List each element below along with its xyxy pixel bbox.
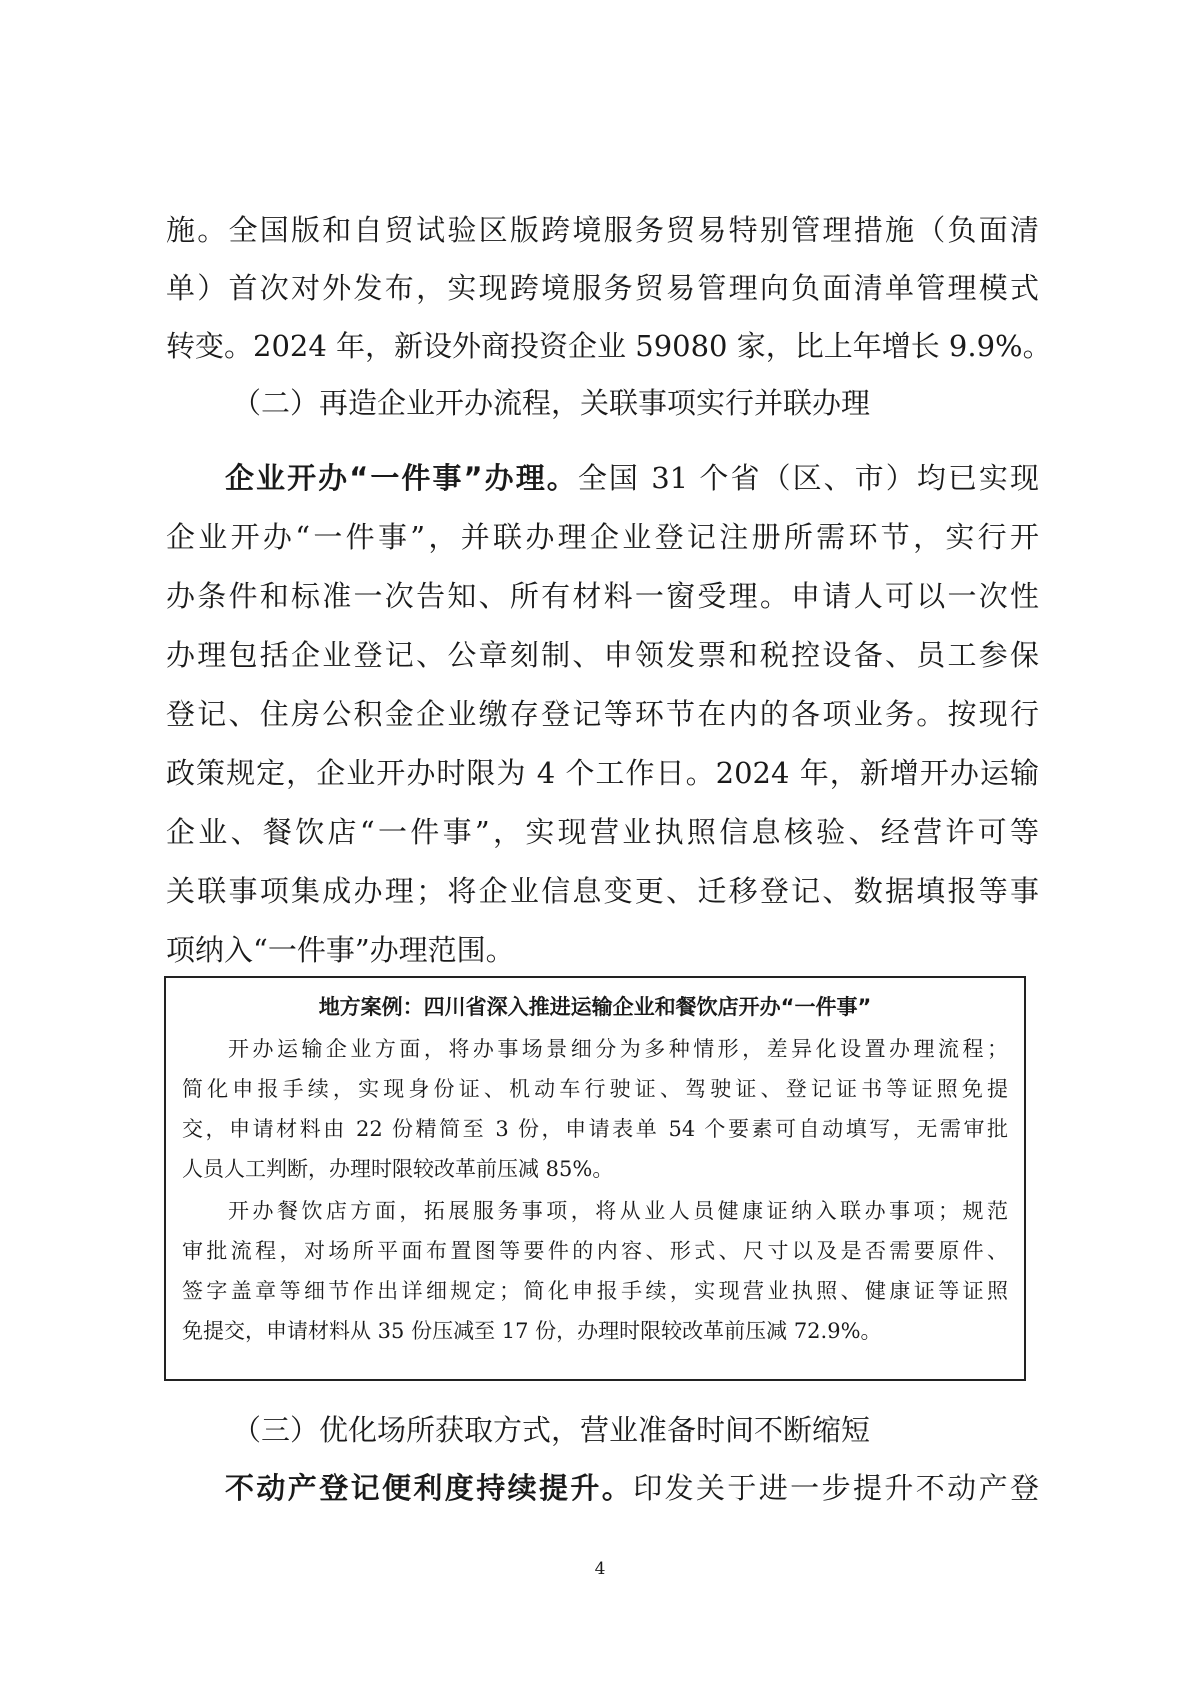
case-study-box: [164, 976, 1026, 1381]
body-line: 项纳入“一件事”办理范围。: [166, 933, 515, 967]
body-line: [225, 458, 1039, 498]
body-line: 政策规定，企业开办时限为 4 个工作日。2024 年，新增开办运输: [166, 756, 1039, 790]
case-line: 交，申请材料由 22 份精简至 3 份，申请表单 54 个要素可自动填写，无需审批: [182, 1117, 1008, 1141]
body-line: 企业开办“一件事”，并联办理企业登记注册所需环节，实行开: [166, 520, 1039, 554]
case-line: 开办餐饮店方面，拓展服务事项，将从业人员健康证纳入联办事项；规范: [228, 1199, 1008, 1223]
case-line: 免提交，申请材料从 35 份压减至 17 份，办理时限较改革前压减 72.9%。: [182, 1319, 882, 1343]
case-line: 开办运输企业方面，将办事场景细分为多种情形，差异化设置办理流程；: [228, 1037, 1008, 1061]
paragraph-lead: 企业开办“一件事”办理。: [225, 461, 578, 495]
page-number: 4: [594, 1559, 606, 1579]
body-line: [225, 1468, 1039, 1508]
body-line: 转变。2024 年，新设外商投资企业 59080 家，比上年增长 9.9%。: [166, 329, 1052, 363]
body-line: 办理包括企业登记、公章刻制、申领发票和税控设备、员工参保: [166, 638, 1039, 672]
case-study-title: 地方案例：四川省深入推进运输企业和餐饮店开办“一件事”: [318, 995, 872, 1019]
body-line: 单）首次对外发布，实现跨境服务贸易管理向负面清单管理模式: [166, 271, 1039, 305]
body-line: 登记、住房公积金企业缴存登记等环节在内的各项业务。按现行: [166, 697, 1039, 731]
body-line: 企业、餐饮店“一件事”，实现营业执照信息核验、经营许可等: [166, 815, 1039, 849]
case-line: 人员人工判断，办理时限较改革前压减 85%。: [182, 1157, 614, 1181]
section-heading: （三）优化场所获取方式，营业准备时间不断缩短: [232, 1413, 871, 1447]
case-line: 简化申报手续，实现身份证、机动车行驶证、驾驶证、登记证书等证照免提: [182, 1077, 1008, 1101]
body-line: 关联事项集成办理；将企业信息变更、迁移登记、数据填报等事: [166, 874, 1039, 908]
case-line: 审批流程，对场所平面布置图等要件的内容、形式、尺寸以及是否需要原件、: [182, 1239, 1008, 1263]
body-line: 办条件和标准一次告知、所有材料一窗受理。申请人可以一次性: [166, 579, 1039, 613]
section-heading: （二）再造企业开办流程，关联事项实行并联办理: [232, 386, 871, 420]
case-line: 签字盖章等细节作出详细规定；简化申报手续，实现营业执照、健康证等证照: [182, 1279, 1008, 1303]
paragraph-lead: 不动产登记便利度持续提升。: [225, 1471, 634, 1505]
body-line: 施。全国版和自贸试验区版跨境服务贸易特别管理措施（负面清: [166, 213, 1039, 247]
paragraph-text: 印发关于进一步提升不动产登: [633, 1471, 1039, 1505]
paragraph-text: 全国 31 个省（区、市）均已实现: [577, 461, 1039, 495]
